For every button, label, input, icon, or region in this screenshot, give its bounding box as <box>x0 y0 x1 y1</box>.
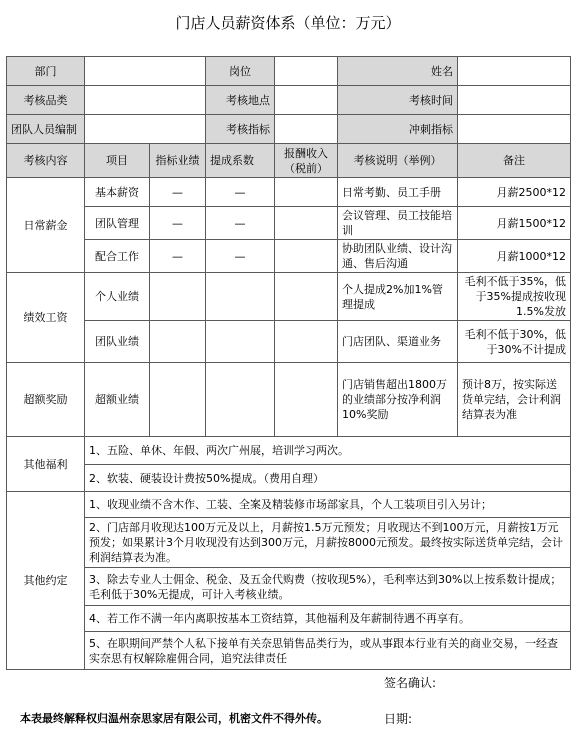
table-row <box>7 437 571 465</box>
desc-cell: 门店销售超出1800万的业绩部分按净利润10%奖励 <box>338 363 458 437</box>
header-income: 报酬收入（税前） <box>275 144 338 178</box>
name-value-cell[interactable] <box>458 57 571 86</box>
perf-cell[interactable] <box>150 363 206 437</box>
info-row-1 <box>7 57 571 86</box>
note-cell: 月薪2500*12 <box>458 178 571 207</box>
item-cell: 团队管理 <box>85 207 150 240</box>
desc-cell: 门店团队、渠道业务 <box>338 321 458 363</box>
target-label: 考核指标 <box>206 115 275 144</box>
perf-cell: — <box>150 207 206 240</box>
header-row <box>7 144 571 178</box>
perf-cell[interactable] <box>150 273 206 321</box>
dept-value-cell[interactable] <box>85 57 206 86</box>
post-label: 岗位 <box>206 57 275 86</box>
agreement-line: 5、在职期间严禁个人私下接单有关奈思销售品类行为，或从事跟本行业有关的商业交易，一经查实奈思有权解除雇佣合同，追究法律责任 <box>85 632 571 670</box>
post-value-cell[interactable] <box>275 57 338 86</box>
welfare-label: 其他福利 <box>7 437 85 492</box>
table-row <box>7 632 571 670</box>
perf-cell: — <box>150 178 206 207</box>
note-cell: 毛利不低于30%，低于30%不计提成 <box>458 321 571 363</box>
place-value-cell[interactable] <box>275 86 338 115</box>
table-row <box>7 518 571 568</box>
header-perf: 指标业绩 <box>150 144 206 178</box>
team-code-label: 团队人员编制 <box>7 115 85 144</box>
page-title: 门店人员薪资体系（单位：万元） <box>175 14 401 32</box>
header-content: 考核内容 <box>7 144 85 178</box>
table-row <box>7 363 571 437</box>
sprint-value-cell[interactable] <box>458 115 571 144</box>
note-cell: 毛利不低于35%，低于35%提成按收现1.5%发放 <box>458 273 571 321</box>
header-note: 备注 <box>458 144 571 178</box>
table-row <box>7 207 571 240</box>
time-value-cell[interactable] <box>458 86 571 115</box>
income-cell[interactable] <box>275 273 338 321</box>
table-row <box>7 240 571 273</box>
agreement-line: 1、收现业绩不含木作、工装、全案及精装修市场部家具，个人工装项目引入另计； <box>85 492 571 518</box>
table-row <box>7 606 571 632</box>
welfare-line: 2、软装、硬装设计费按50%提成。（费用自理） <box>85 465 571 492</box>
table-row <box>7 568 571 606</box>
table-row <box>7 321 571 363</box>
coef-cell[interactable] <box>206 363 275 437</box>
perf-cell: — <box>150 240 206 273</box>
desc-cell: 日常考勤、员工手册 <box>338 178 458 207</box>
team-code-value-cell[interactable] <box>85 115 206 144</box>
coef-cell[interactable] <box>206 273 275 321</box>
income-cell[interactable] <box>275 178 338 207</box>
agreement-label: 其他约定 <box>7 492 85 670</box>
header-desc: 考核说明（举例） <box>338 144 458 178</box>
bonus-label: 超额奖励 <box>7 363 85 437</box>
signature-label: 签名确认: <box>384 676 437 690</box>
info-row-3 <box>7 115 571 144</box>
table-row <box>7 492 571 518</box>
item-cell: 个人业绩 <box>85 273 150 321</box>
item-cell: 基本薪资 <box>85 178 150 207</box>
perf-salary-label: 绩效工资 <box>7 273 85 363</box>
item-cell: 配合工作 <box>85 240 150 273</box>
header-item: 项目 <box>85 144 150 178</box>
dept-label: 部门 <box>7 57 85 86</box>
note-cell: 月薪1000*12 <box>458 240 571 273</box>
name-label: 姓名 <box>338 57 458 86</box>
income-cell[interactable] <box>275 240 338 273</box>
perf-cell[interactable] <box>150 321 206 363</box>
daily-salary-label: 日常薪金 <box>7 178 85 273</box>
item-cell: 团队业绩 <box>85 321 150 363</box>
desc-cell: 协助团队业绩、设计沟通、售后沟通 <box>338 240 458 273</box>
category-label: 考核品类 <box>7 86 85 115</box>
item-cell: 超额业绩 <box>85 363 150 437</box>
coef-cell: — <box>206 178 275 207</box>
agreement-line: 3、除去专业人士佣金、税金、及五金代购费（按收现5%），毛利率达到30%以上按系数计提成；毛利低于30%无提成，可计入考核业绩。 <box>85 568 571 606</box>
income-cell[interactable] <box>275 207 338 240</box>
table-row <box>7 465 571 492</box>
note-cell: 预计8万，按实际送货单完结，会计利润结算表为准 <box>458 363 571 437</box>
category-value-cell[interactable] <box>85 86 206 115</box>
info-row-2 <box>7 86 571 115</box>
income-cell[interactable] <box>275 363 338 437</box>
agreement-line: 2、门店部月收现达100万元及以上，月薪按1.5万元预发；月收现达不到100万元，月薪按1万元预发；如果累计3个月收现没有达到300万元，月薪按8000元预发。最终按实际送货单完结，会计利润结算表为准。 <box>85 518 571 568</box>
header-coef: 提成系数 <box>206 144 275 178</box>
income-cell[interactable] <box>275 321 338 363</box>
coef-cell: — <box>206 240 275 273</box>
sprint-label: 冲刺指标 <box>338 115 458 144</box>
target-value-cell[interactable] <box>275 115 338 144</box>
coef-cell: — <box>206 207 275 240</box>
desc-cell: 会议管理、员工技能培训 <box>338 207 458 240</box>
welfare-line: 1、五险、单休、年假、两次广州展，培训学习两次。 <box>85 437 571 465</box>
date-label: 日期: <box>384 712 413 726</box>
table-row <box>7 178 571 207</box>
salary-table <box>6 56 571 670</box>
desc-cell: 个人提成2%加1%管理提成 <box>338 273 458 321</box>
time-label: 考核时间 <box>338 86 458 115</box>
note-cell: 月薪1500*12 <box>458 207 571 240</box>
coef-cell[interactable] <box>206 321 275 363</box>
footer-note: 本表最终解释权归温州奈思家居有限公司，机密文件不得外传。 <box>20 712 328 725</box>
place-label: 考核地点 <box>206 86 275 115</box>
agreement-line: 4、若工作不满一年内离职按基本工资结算，其他福利及年薪制待遇不再享有。 <box>85 606 571 632</box>
table-row <box>7 273 571 321</box>
